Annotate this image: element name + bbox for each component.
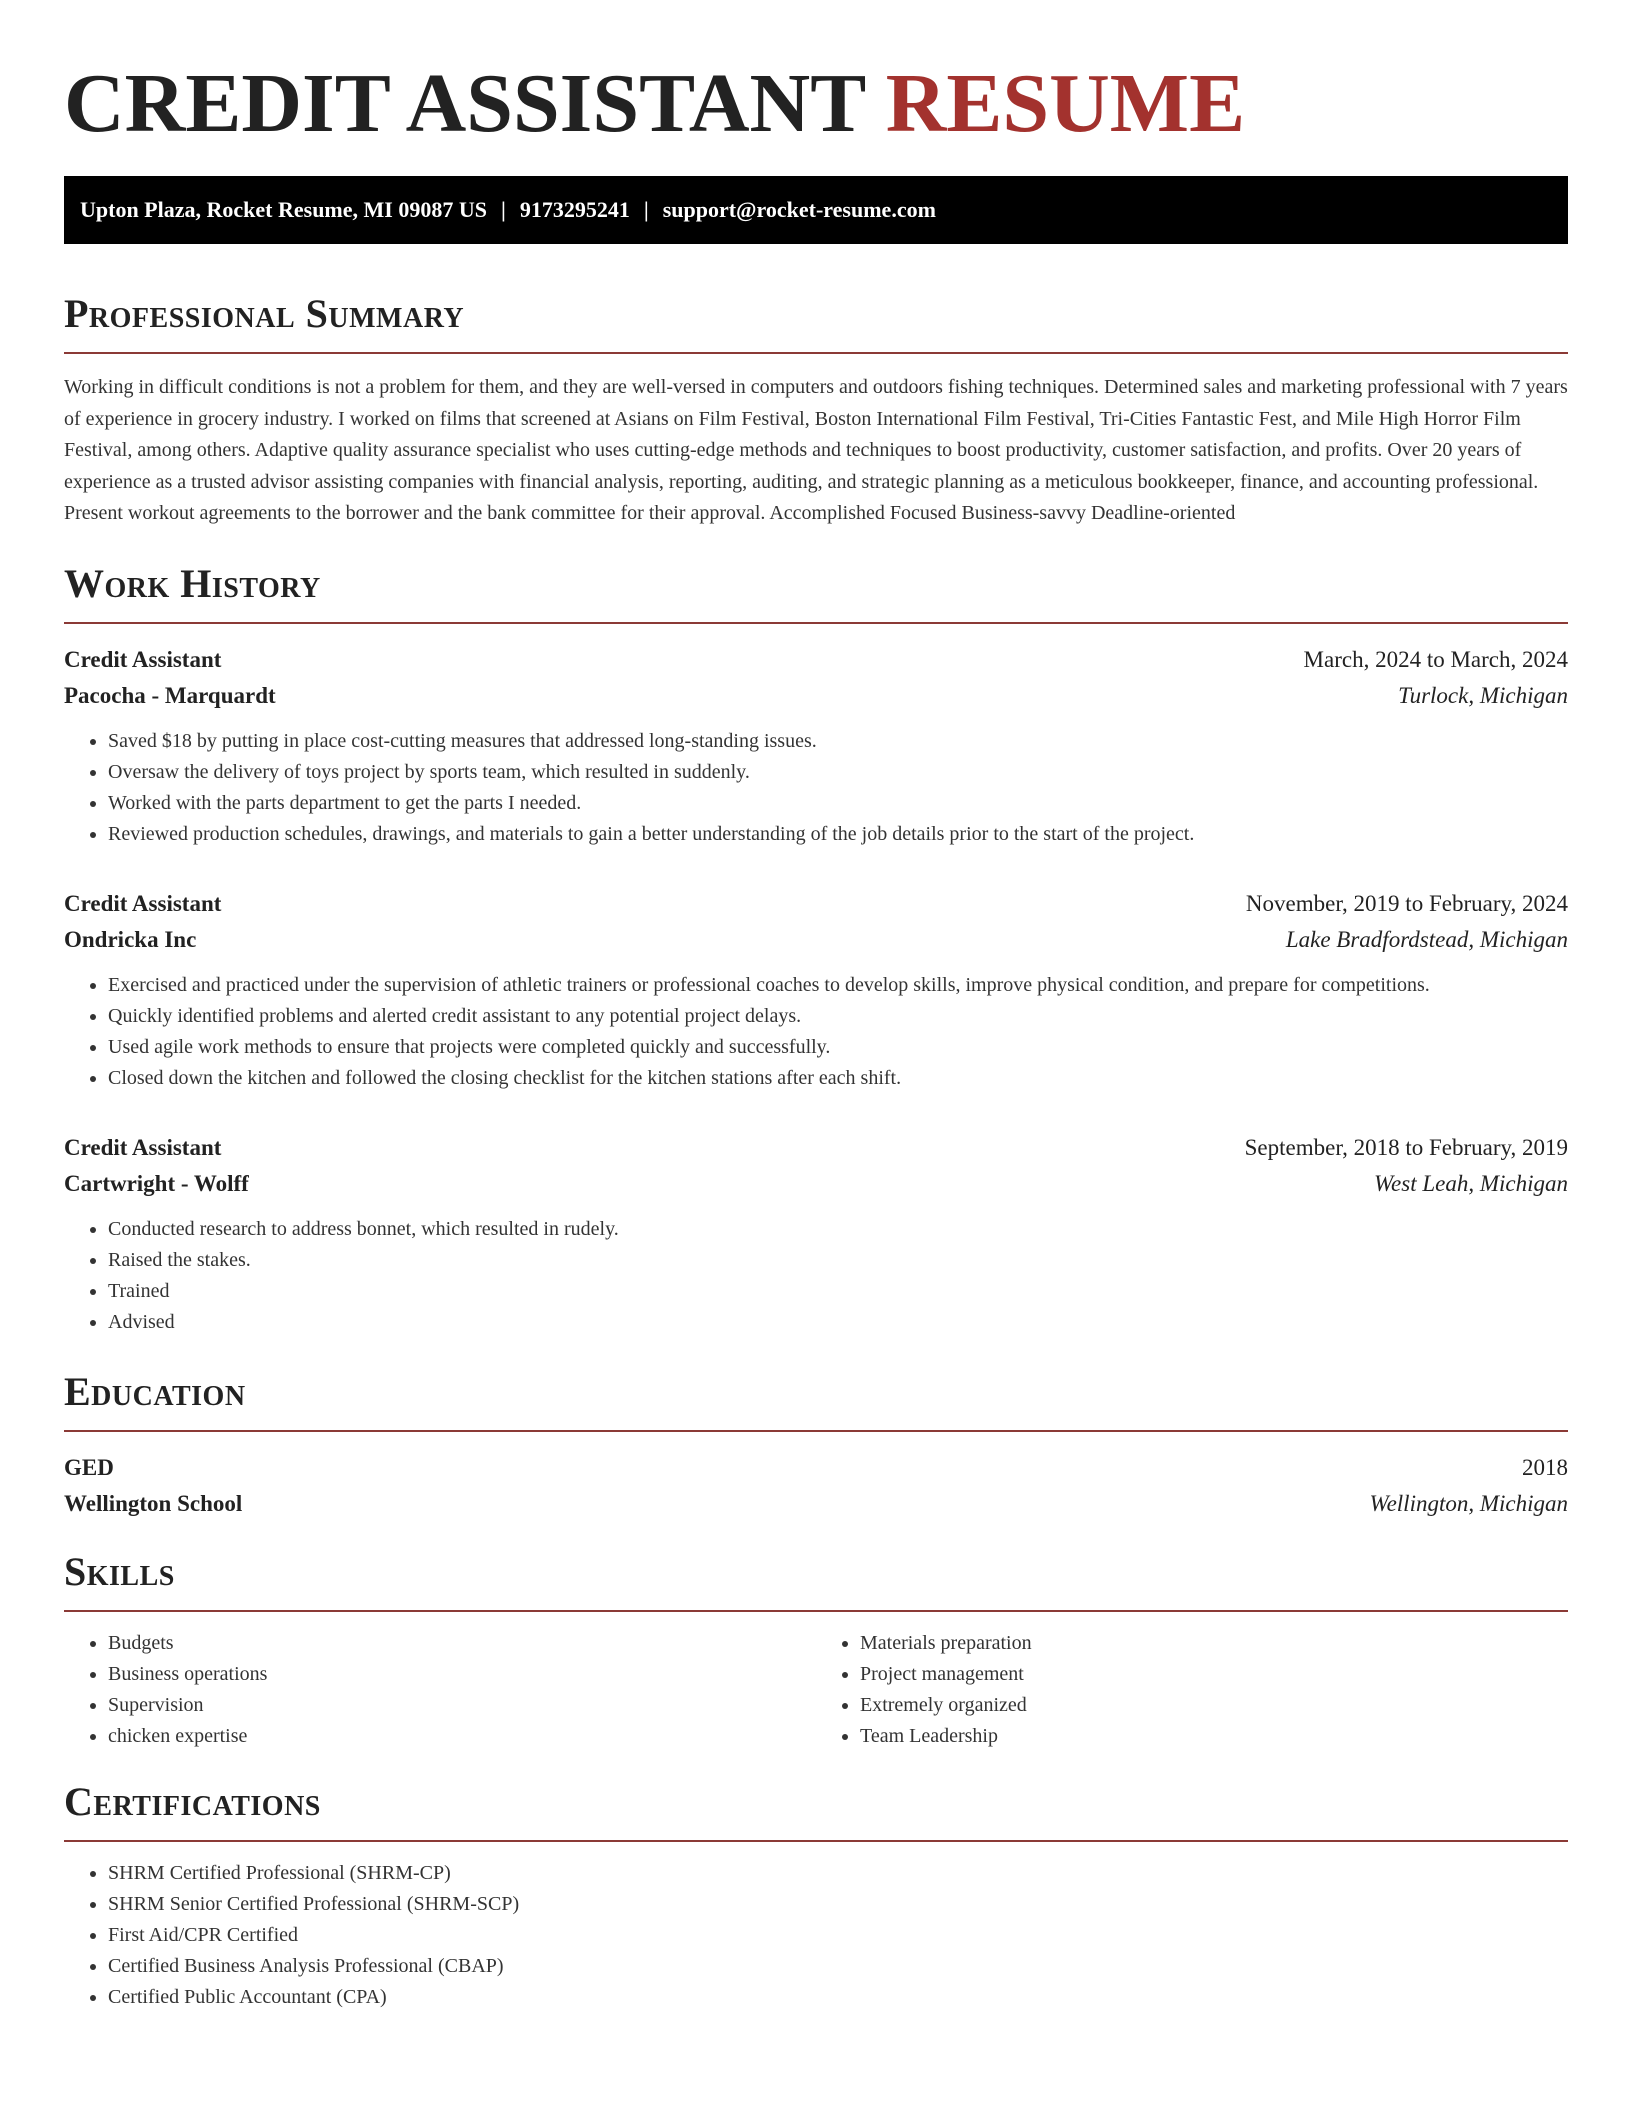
job-bullet: • Worked with the parts department to get the parts I needed. [108, 788, 1568, 819]
job-location: Lake Bradfordstead, Michigan [1285, 926, 1568, 952]
job-dates: March, 2024 to March, 2024 [1303, 646, 1568, 672]
section-heading: Education [64, 1368, 246, 1414]
section-divider [64, 352, 1568, 354]
contact-separator: | [643, 197, 649, 222]
job-bullet: • Exercised and practiced under the supervision of athletic trainers or professional coaches to develop skills, improve physical condition, and prepare for competitions. [108, 970, 1568, 1001]
job-title: Credit Assistant [64, 646, 222, 672]
job-location: Turlock, Michigan [1398, 682, 1568, 708]
section-heading: Work History [64, 560, 321, 606]
job-bullet: • Saved $18 by putting in place cost-cutting measures that addressed long-standing issues. [108, 726, 1568, 757]
job-bullets [64, 970, 1568, 1094]
contact-phone: 9173295241 [519, 197, 630, 222]
section-divider [64, 1610, 1568, 1612]
skill-item: • Business operations [108, 1659, 816, 1690]
education-entry [64, 1450, 1568, 1522]
skill-item: • Project management [860, 1659, 1568, 1690]
skill-item: • Materials preparation [860, 1628, 1568, 1659]
contact-address: Upton Plaza, Rocket Resume, MI 09087 US [80, 197, 487, 222]
job-dates: September, 2018 to February, 2019 [1244, 1134, 1568, 1160]
contact-bar [64, 176, 1568, 244]
section-divider [64, 622, 1568, 624]
education-year: 2018 [1522, 1454, 1568, 1480]
resume-title [64, 0, 1568, 150]
job-bullet: • Advised [108, 1307, 1568, 1338]
job-title: Credit Assistant [64, 1134, 222, 1160]
job-entry [64, 642, 1568, 850]
section-heading: Certifications [64, 1778, 321, 1824]
job-title: Credit Assistant [64, 890, 222, 916]
section-heading: Skills [64, 1548, 175, 1594]
professional-summary-section [64, 290, 1568, 530]
education-school: Wellington School [64, 1490, 243, 1516]
job-bullet: • Used agile work methods to ensure that projects were completed quickly and successfully. [108, 1032, 1568, 1063]
skill-item: • Team Leadership [860, 1721, 1568, 1752]
job-bullets [64, 1214, 1568, 1338]
certification-item: • Certified Business Analysis Professional (CBAP) [108, 1951, 1568, 1982]
job-company: Pacocha - Marquardt [64, 682, 276, 708]
job-bullet: • Oversaw the delivery of toys project by sports team, which resulted in suddenly. [108, 757, 1568, 788]
contact-email[interactable]: support@rocket-resume.com [662, 197, 936, 222]
certifications-list [64, 1858, 1568, 2013]
job-company-row [64, 922, 1568, 958]
skills-grid [64, 1628, 1568, 1752]
education-degree: GED [64, 1454, 114, 1480]
job-bullet: • Trained [108, 1276, 1568, 1307]
certification-item: • SHRM Senior Certified Professional (SHRM-SCP) [108, 1889, 1568, 1920]
job-entry [64, 886, 1568, 1094]
contact-separator: | [500, 197, 506, 222]
summary-text: Working in difficult conditions is not a problem for them, and they are well-versed in computers and outdoors fishing techniques. Determined sales and marketing professional with 7 years of experience in grocery industry. I worked on films that screened at Asians on Film Festival, Boston International Film Festival, Tri-Cities Fantastic Fest, and Mile High Horror Film Festival, among others. Adaptive quality assurance specialist who uses cutting-edge methods and techniques to boost productivity, customer satisfaction, and profits. Over 20 years of experience as a trusted advisor assisting companies with financial analysis, reporting, auditing, and strategic planning as a meticulous bookkeeper, finance, and accounting professional. Present workout agreements to the borrower and the bank committee for their approval. Accomplished Focused Business-savvy Deadline-oriented [64, 376, 1568, 524]
skill-item: • Supervision [108, 1690, 816, 1721]
section-heading: Professional Summary [64, 291, 465, 336]
job-dates: November, 2019 to February, 2024 [1245, 890, 1568, 916]
job-header-row [64, 886, 1568, 922]
skill-item: • chicken expertise [108, 1721, 816, 1752]
skills-section [64, 1548, 1568, 1752]
skill-item: • Budgets [108, 1628, 816, 1659]
job-bullet: • Raised the stakes. [108, 1245, 1568, 1276]
education-section [64, 1368, 1568, 1522]
education-header-row [64, 1450, 1568, 1486]
job-entry [64, 1130, 1568, 1338]
job-header-row [64, 642, 1568, 678]
job-company-row [64, 678, 1568, 714]
job-bullet: • Quickly identified problems and alerted credit assistant to any potential project delays. [108, 1001, 1568, 1032]
job-bullet: • Closed down the kitchen and followed the closing checklist for the kitchen stations after each shift. [108, 1063, 1568, 1094]
certification-item: • Certified Public Accountant (CPA) [108, 1982, 1568, 2013]
title-accent: RESUME [885, 57, 1246, 150]
certification-item: • First Aid/CPR Certified [108, 1920, 1568, 1951]
job-company: Cartwright - Wolff [64, 1170, 249, 1196]
job-company: Ondricka Inc [64, 926, 197, 952]
skill-item: • Extremely organized [860, 1690, 1568, 1721]
section-divider [64, 1430, 1568, 1432]
education-school-row [64, 1486, 1568, 1522]
job-bullet: • Reviewed production schedules, drawings, and materials to gain a better understanding of the job details prior to the start of the project. [108, 819, 1568, 850]
certification-item: • SHRM Certified Professional (SHRM-CP) [108, 1858, 1568, 1889]
skills-column-right [816, 1628, 1568, 1752]
section-divider [64, 1840, 1568, 1842]
job-header-row [64, 1130, 1568, 1166]
work-history-section [64, 560, 1568, 1338]
job-bullets [64, 726, 1568, 850]
job-company-row [64, 1166, 1568, 1202]
skills-column-left [64, 1628, 816, 1752]
title-main: CREDIT ASSISTANT [64, 57, 865, 150]
job-bullet: • Conducted research to address bonnet, which resulted in rudely. [108, 1214, 1568, 1245]
job-location: West Leah, Michigan [1374, 1170, 1568, 1196]
certifications-section [64, 1778, 1568, 2013]
education-location: Wellington, Michigan [1369, 1490, 1568, 1516]
